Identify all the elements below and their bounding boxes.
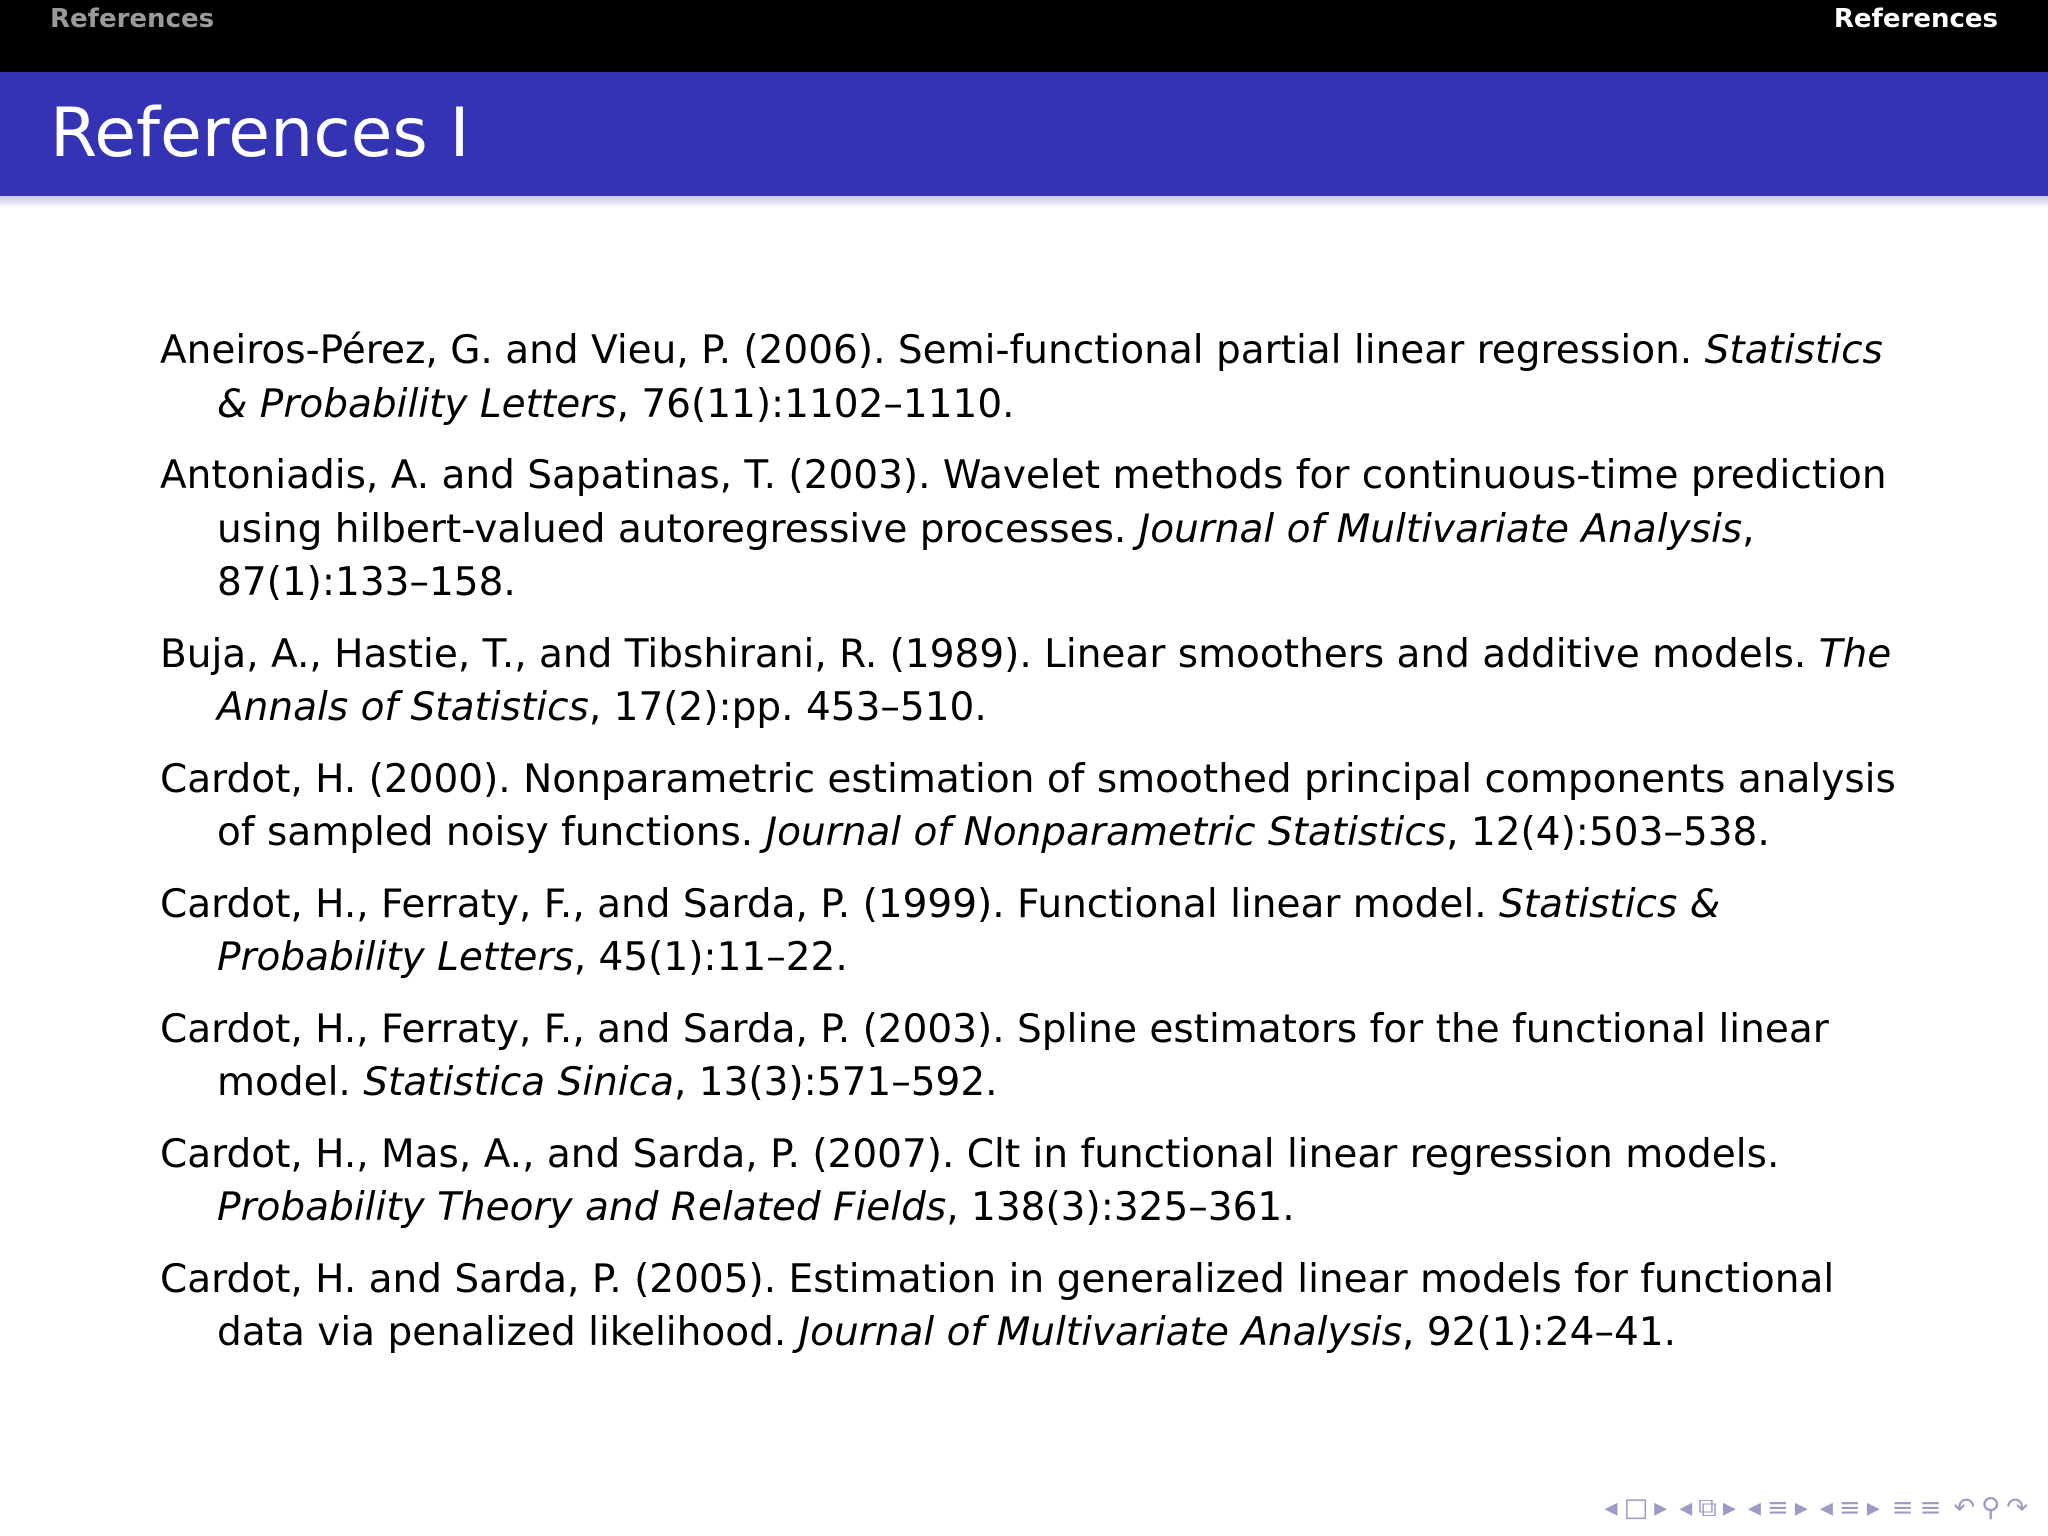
- frame-title-bar: [0, 72, 2048, 196]
- reference-venue: Journal of Multivariate Analysis: [798, 1310, 1403, 1355]
- reference-details: , 76(11):1102–1110.: [616, 381, 1015, 427]
- reference-item: [160, 878, 1900, 985]
- prev-section-arrow-icon[interactable]: ◂: [1747, 1493, 1761, 1523]
- header-bar: [0, 0, 2048, 72]
- back-icon[interactable]: ↶: [1953, 1493, 1976, 1523]
- frame-icon[interactable]: □: [1623, 1493, 1649, 1523]
- next-part-arrow-icon[interactable]: ▸: [1866, 1493, 1880, 1523]
- reference-venue: Statistics & Probability Letters: [217, 328, 1883, 427]
- reference-item: [160, 753, 1900, 860]
- reference-item: [160, 449, 1900, 610]
- reference-text: Aneiros-Pérez, G. and Vieu, P. (2006). Semi-functional partial linear regression.: [160, 328, 1693, 373]
- reference-details: , 45(1):11–22.: [573, 935, 848, 980]
- reference-text: Buja, A., Hastie, T., and Tibshirani, R. (1989). Linear smoothers and additive models.: [160, 631, 1807, 677]
- frame-title: References I: [50, 94, 470, 173]
- reference-details: , 138(3):325–361.: [946, 1185, 1295, 1230]
- reference-venue: Journal of Multivariate Analysis: [1138, 506, 1743, 552]
- beamer-navigation-bar: [1605, 1488, 2028, 1528]
- subsection-icon[interactable]: ⧉: [1698, 1492, 1717, 1523]
- reference-venue: The Annals of Statistics: [217, 631, 1892, 730]
- next-section-arrow-icon[interactable]: ▸: [1794, 1493, 1808, 1523]
- search-icon[interactable]: ⚲: [1981, 1493, 2001, 1523]
- reference-details: , 92(1):24–41.: [1402, 1310, 1676, 1355]
- reference-text: Cardot, H., Ferraty, F., and Sarda, P. (1999). Functional linear model.: [160, 881, 1500, 927]
- reference-item: [160, 1128, 1900, 1235]
- reference-item: [160, 324, 1900, 431]
- prev-frame-arrow-icon[interactable]: ◂: [1604, 1493, 1618, 1523]
- reference-item: [160, 628, 1900, 735]
- reference-item: [160, 1253, 1900, 1360]
- reference-venue: Statistica Sinica: [363, 1060, 674, 1105]
- reference-text: Cardot, H., Mas, A., and Sarda, P. (2007). Clt in functional linear regression models.: [160, 1131, 1780, 1177]
- reference-text: Antoniadis, A. and Sapatinas, T. (2003). Wavelet methods for continuous-time prediction using hilbert-valued autoregressive processes.: [160, 453, 1887, 552]
- part-icon[interactable]: ≡: [1838, 1493, 1861, 1523]
- reference-venue: Journal of Nonparametric Statistics: [765, 810, 1447, 855]
- reference-venue: Statistics & Probability Letters: [217, 881, 1721, 980]
- header-section-link[interactable]: References: [50, 4, 215, 34]
- reference-details: , 12(4):503–538.: [1446, 810, 1770, 855]
- reference-text: Cardot, H. and Sarda, P. (2005). Estimation in generalized linear models for functional data via penalized likelihood.: [160, 1256, 1835, 1355]
- reference-venue: Probability Theory and Related Fields: [217, 1185, 947, 1230]
- section-icon[interactable]: ≡: [1766, 1493, 1789, 1523]
- next-frame-arrow-icon[interactable]: ▸: [1654, 1493, 1668, 1523]
- reference-text: Cardot, H., Ferraty, F., and Sarda, P. (2003). Spline estimators for the functional linear model.: [160, 1006, 1829, 1105]
- reference-item: [160, 1003, 1900, 1110]
- table-of-contents-icon[interactable]: ≡: [1891, 1493, 1914, 1523]
- next-subsection-arrow-icon[interactable]: ▸: [1722, 1493, 1736, 1523]
- reference-list: [160, 324, 1900, 1378]
- title-shadow: [0, 196, 2048, 208]
- reference-details: , 17(2):pp. 453–510.: [588, 685, 987, 730]
- reference-text: Cardot, H. (2000). Nonparametric estimation of smoothed principal components analysis of sampled noisy functions.: [160, 756, 1896, 855]
- appendix-icon[interactable]: ≡: [1919, 1493, 1942, 1523]
- prev-subsection-arrow-icon[interactable]: ◂: [1679, 1493, 1693, 1523]
- reference-details: , 13(3):571–592.: [673, 1060, 998, 1105]
- reference-details: , 87(1):133–158.: [217, 506, 1755, 605]
- forward-icon[interactable]: ↷: [2006, 1493, 2028, 1523]
- prev-part-arrow-icon[interactable]: ◂: [1819, 1493, 1833, 1523]
- header-subsection-link[interactable]: References: [1833, 4, 1998, 34]
